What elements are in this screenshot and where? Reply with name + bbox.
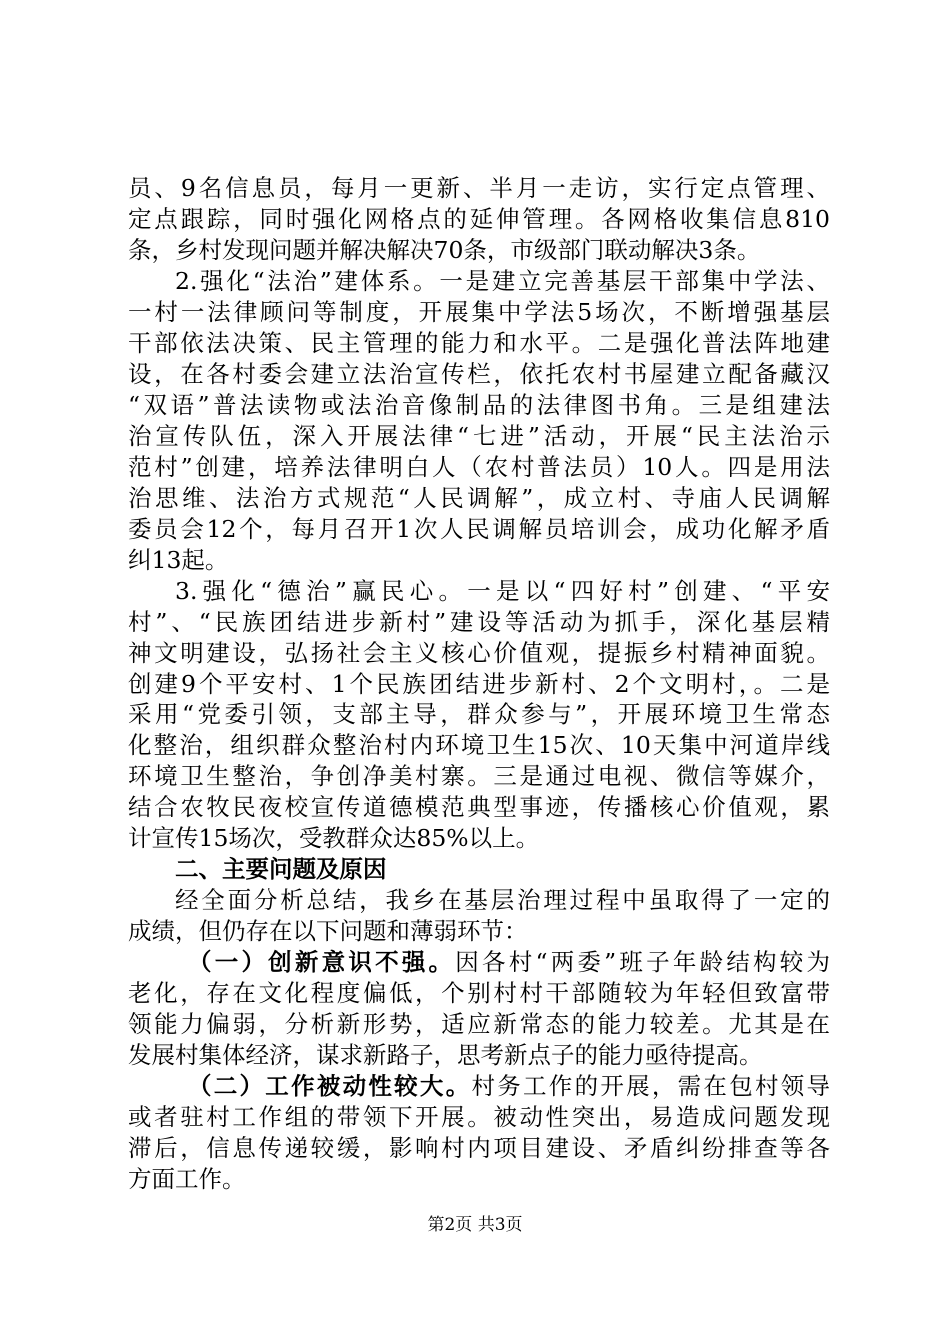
subheading-rest: 村务工作的开展，需在包村领导 [471,1072,830,1100]
body-line: 结合农牧民夜校宣传道德模范典型事迹，传播核心价值观，累 [128,793,830,821]
body-line: 定点跟踪，同时强化网格点的延伸管理。各网格收集信息810 [128,205,830,233]
body-line: 方面工作。 [128,1165,246,1193]
page-footer: 第2页 共3页 [427,1215,523,1235]
body-line: 老化，存在文化程度偏低，个别村村干部随较为年轻但致富带 [128,979,830,1007]
body-line: 纠13起。 [128,546,229,574]
body-line: 范村”创建，培养法律明白人（农村普法员）10人。四是用法 [128,453,830,481]
section-heading: 二、主要问题及原因 [175,855,387,883]
body-line: 干部依法决策、民主管理的能力和水平。二是强化普法阵地建 [128,329,830,357]
body-line: 委员会12个，每月召开1次人民调解员培训会，成功化解矛盾 [128,515,830,543]
body-line: 神文明建设，弘扬社会主义核心价值观，提振乡村精神面貌。 [128,639,830,667]
body-line: 领能力偏弱，分析新形势，适应新常态的能力较差。尤其是在 [128,1010,830,1038]
subheading-lead: （一）创新意识不强。 [188,948,456,976]
body-line: 或者驻村工作组的带领下开展。被动性突出，易造成问题发现 [128,1103,830,1131]
body-line: 员、9名信息员，每月一更新、半月一走访，实行定点管理、 [128,174,830,202]
subheading-line [188,945,830,979]
body-line: 成绩，但仍存在以下问题和薄弱环节： [128,917,528,945]
subheading-rest: 因各村“两委”班子年龄结构较为 [455,948,830,976]
body-line: 化整治，组织群众整治村内环境卫生15次、10天集中河道岸线 [128,731,830,759]
body-line: 一村一法律顾问等制度，开展集中学法5场次，不断增强基层 [128,298,830,326]
subheading-line [188,1069,830,1103]
body-line: 3.强化“德治”赢民心。一是以“四好村”创建、“平安 [175,577,830,605]
body-line: 计宣传15场次，受教群众达85%以上。 [128,824,540,852]
body-line: 创建9个平安村、1个民族团结进步新村、2个文明村，。二是 [128,670,830,698]
body-line: 采用“党委引领，支部主导，群众参与”，开展环境卫生常态 [128,700,830,728]
body-line: 经全面分析总结，我乡在基层治理过程中虽取得了一定的 [175,886,830,914]
body-line: 2.强化“法治”建体系。一是建立完善基层干部集中学法、 [175,267,830,295]
body-line: 设，在各村委会建立法治宣传栏，依托农村书屋建立配备藏汉 [128,360,830,388]
body-line: 条，乡村发现问题并解决解决70条，市级部门联动解决3条。 [128,236,761,264]
body-line: “双语”普法读物或法治音像制品的法律图书角。三是组建法 [128,391,830,419]
body-line: 环境卫生整治，争创净美村寨。三是通过电视、微信等媒介， [128,762,830,790]
body-line: 村”、“民族团结进步新村”建设等活动为抓手，深化基层精 [128,608,830,636]
body-line: 治思维、法治方式规范“人民调解”，成立村、寺庙人民调解 [128,484,830,512]
body-line: 治宣传队伍，深入开展法律“七进”活动，开展“民主法治示 [128,422,830,450]
body-line: 滞后，信息传递较缓，影响村内项目建设、矛盾纠纷排查等各 [128,1134,830,1162]
body-line: 发展村集体经济，谋求新路子，思考新点子的能力亟待提高。 [128,1041,763,1069]
subheading-lead: （二）工作被动性较大。 [188,1072,472,1100]
